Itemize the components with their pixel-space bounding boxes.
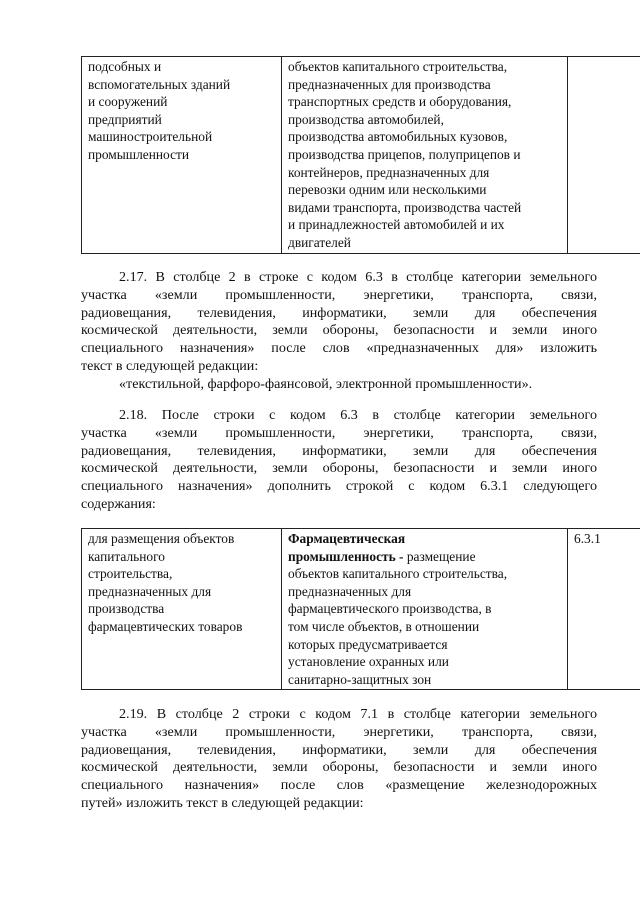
cell-line: установление охранных или — [288, 654, 449, 670]
cell-line: предназначенных для — [88, 583, 212, 599]
paragraph-line: участка «земли промышленности, энергетики, транспорта, связи, — [81, 723, 597, 740]
cell-line: подсобных и — [88, 59, 162, 74]
paragraph-line: текст в следующей редакции: — [81, 357, 259, 374]
paragraph-line: содержания: — [81, 495, 156, 512]
paragraph-line: 2.19. В столбце 2 строки с кодом 7.1 в столбце категории земельного — [119, 706, 597, 722]
cell-line: промышленности — [88, 146, 190, 162]
cell-line: производства прицепов, полуприцепов и — [288, 146, 521, 162]
cell-line: фармацевтических товаров — [88, 618, 243, 634]
paragraph-2-19 — [81, 706, 597, 813]
table-cell-content — [282, 529, 568, 690]
cell-line: санитарно-защитных зон — [288, 671, 432, 687]
land-use-table-continued — [81, 56, 640, 254]
paragraph-line: путей» изложить текст в следующей редакции: — [81, 794, 364, 811]
cell-line: производства — [88, 601, 165, 617]
cell-line: предприятий — [88, 111, 162, 127]
cell-line: для размещения объектов — [88, 531, 235, 546]
paragraph-line: специального назначения» после слов «размещение железнодорожных — [81, 777, 597, 794]
cell-line: машиностроительной — [88, 129, 213, 145]
land-use-table-new-row — [81, 528, 640, 690]
cell-line: объектов капитального строительства, — [288, 59, 508, 74]
cell-line: капитального — [88, 548, 165, 564]
cell-line: предназначенных для производства — [288, 76, 491, 92]
paragraph-2-17 — [81, 269, 597, 376]
table-row — [82, 57, 640, 254]
cell-line: строительства, — [88, 566, 173, 582]
cell-line: которых предусматривается — [288, 636, 448, 652]
bold-heading: Фармацевтическая — [288, 531, 406, 546]
cell-line — [288, 530, 561, 548]
paragraph-line: радиовещания, телевидения, информатики, земли для обеспечения — [81, 304, 597, 321]
table-cell-content — [282, 57, 568, 254]
paragraph-line: космической деятельности, земли обороны, безопасности и земли иного — [81, 759, 597, 776]
paragraph-line: радиовещания, телевидения, информатики, земли для обеспечения — [81, 741, 597, 758]
cell-line: производства автомобильных кузовов, — [288, 129, 508, 145]
paragraph-2-18 — [81, 407, 597, 514]
paragraph-line: радиовещания, телевидения, информатики, земли для обеспечения — [81, 442, 597, 459]
cell-line: производства автомобилей, — [288, 111, 444, 127]
cell-line — [288, 548, 561, 566]
paragraph-line: космической деятельности, земли обороны, безопасности и земли иного — [81, 322, 597, 339]
table-cell-description — [82, 529, 282, 690]
bold-heading: промышленность - — [288, 548, 404, 564]
paragraph-line: космической деятельности, земли обороны, безопасности и земли иного — [81, 460, 597, 477]
cell-line: перевозки одним или несколькими — [288, 182, 487, 198]
cell-line: вспомогательных зданий — [88, 76, 231, 92]
cell-line: видами транспорта, производства частей — [288, 199, 522, 215]
paragraph-line: 2.18. После строки с кодом 6.3 в столбце категории земельного — [119, 407, 597, 423]
table-cell-description — [82, 57, 282, 254]
cell-text: размещение — [403, 548, 476, 564]
cell-line: контейнеров, предназначенных для — [288, 164, 490, 180]
cell-line: фармацевтического производства, в — [288, 601, 492, 617]
cell-line: объектов капитального строительства, — [288, 566, 508, 582]
paragraph-line: участка «земли промышленности, энергетики, транспорта, связи, — [81, 286, 597, 303]
table-cell-code: 6.3.1 — [568, 529, 640, 690]
cell-line: и сооружений — [88, 94, 168, 110]
cell-line: транспортных средств и оборудования, — [288, 94, 512, 110]
cell-line: предназначенных для — [288, 583, 412, 599]
paragraph-line: 2.17. В столбце 2 в строке с кодом 6.3 в столбце категории земельного — [119, 269, 597, 285]
cell-line: двигателей — [288, 234, 351, 250]
paragraph-line: участка «земли промышленности, энергетики, транспорта, связи, — [81, 424, 597, 441]
cell-line: том числе объектов, в отношении — [288, 618, 480, 634]
table-row — [82, 529, 640, 690]
table-cell-code — [568, 57, 640, 254]
paragraph-line: специального назначения» после слов «предназначенных для» изложить — [81, 340, 597, 357]
quoted-text-2-17: «текстильной, фарфоро-фаянсовой, электронной промышленности». — [119, 376, 533, 392]
cell-line: и принадлежностей автомобилей и их — [288, 217, 505, 233]
paragraph-line: специального назначения» дополнить строкой с кодом 6.3.1 следующего — [81, 478, 597, 495]
